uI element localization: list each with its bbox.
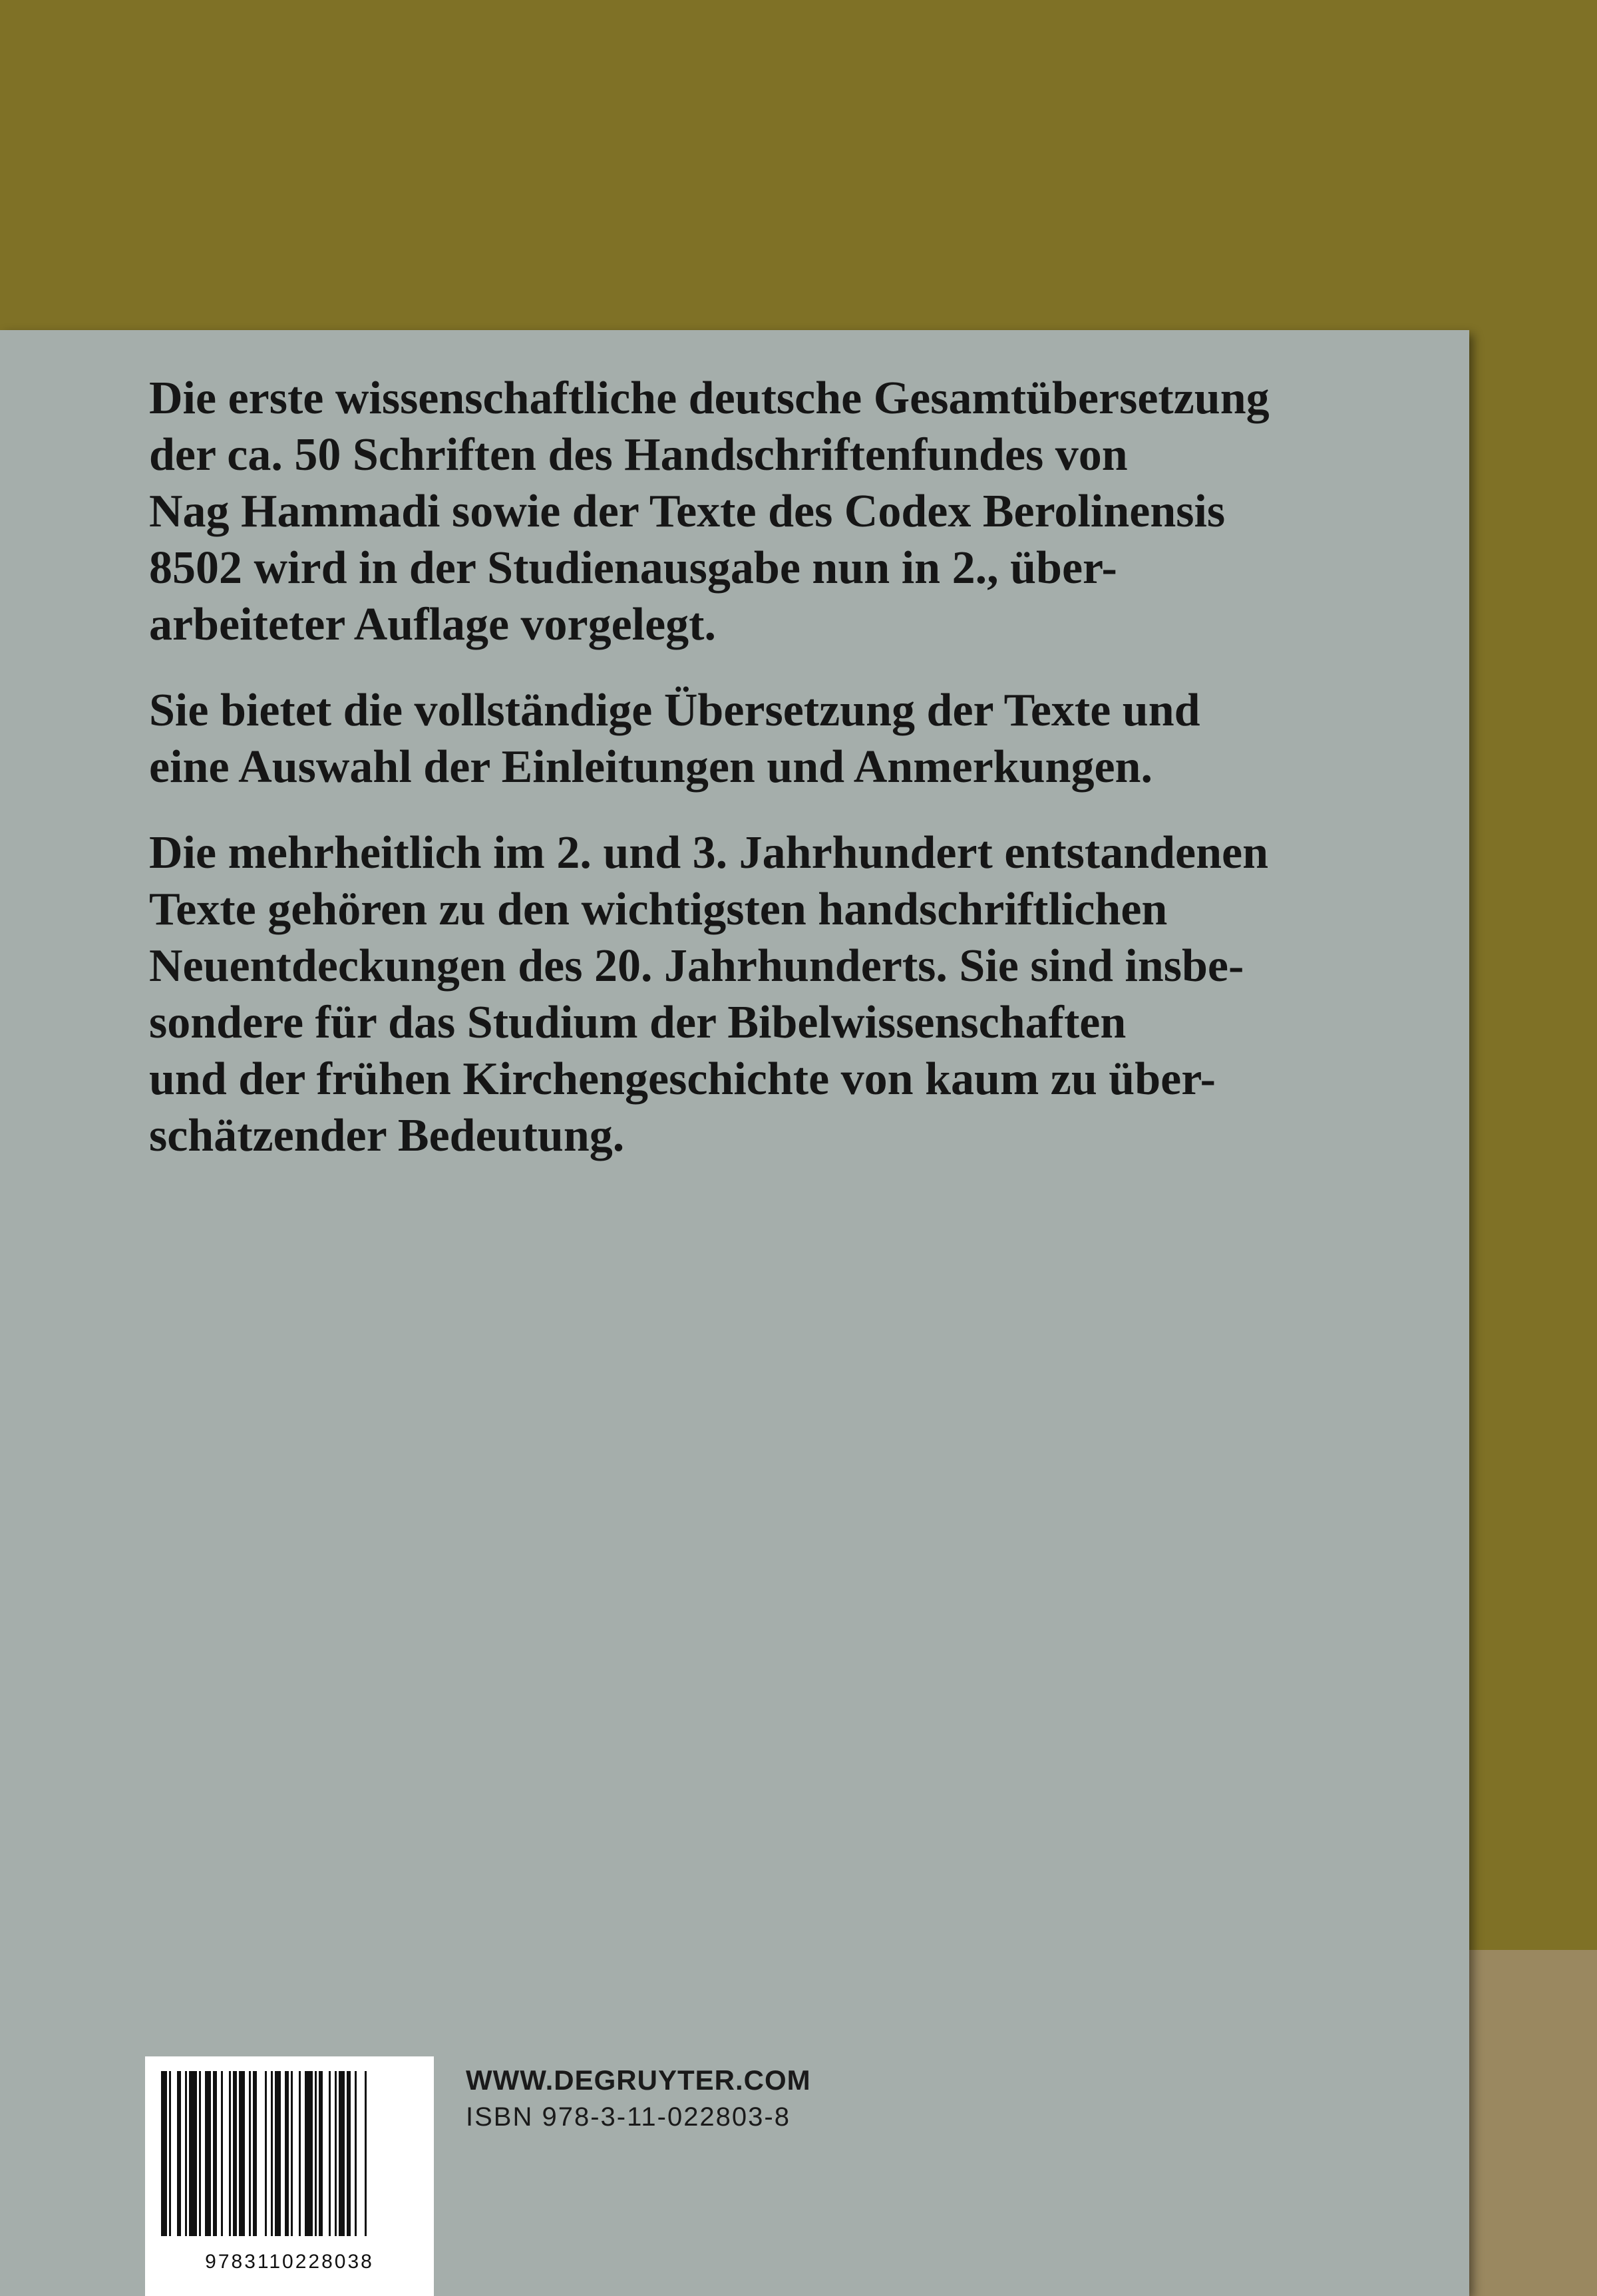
- barcode-bar: [233, 2071, 237, 2236]
- blurb-line: sondere für das Studium der Bibelwissenschaften: [149, 997, 1127, 1048]
- back-cover-blurb: [149, 370, 1413, 1193]
- barcode-bar: [271, 2071, 273, 2236]
- blurb-line: Nag Hammadi sowie der Texte des Codex Berolinensis: [149, 486, 1226, 537]
- barcode-digits: 9783110228038: [205, 2251, 374, 2273]
- barcode-bar: [213, 2071, 217, 2236]
- barcode-bars: [161, 2071, 367, 2236]
- barcode-bar: [347, 2071, 351, 2236]
- blurb-line: arbeiteter Auflage vorgelegt.: [149, 599, 716, 650]
- barcode-bar: [239, 2071, 245, 2236]
- barcode-bar: [335, 2071, 337, 2236]
- tan-corner-block: [1469, 1950, 1597, 2296]
- barcode-bar: [355, 2071, 357, 2236]
- blurb-line: Sie bietet die vollständige Übersetzung der Texte und: [149, 685, 1200, 736]
- barcode-bar: [161, 2071, 167, 2236]
- barcode-graphic: [145, 2056, 434, 2296]
- barcode-bar: [265, 2071, 267, 2236]
- isbn-barcode: [145, 2056, 434, 2296]
- barcode-bar: [253, 2071, 257, 2236]
- barcode-bar: [275, 2071, 281, 2236]
- blurb-line: Die mehrheitlich im 2. und 3. Jahrhundert entstandenen: [149, 827, 1269, 878]
- barcode-bar: [185, 2071, 187, 2236]
- blurb-line: Neuentdeckungen des 20. Jahrhunderts. Sie sind insbe-: [149, 940, 1244, 992]
- blurb-paragraph: [149, 370, 1413, 653]
- blurb-line: der ca. 50 Schriften des Handschriftenfundes von: [149, 429, 1128, 480]
- barcode-bar: [169, 2071, 171, 2236]
- barcode-bar: [249, 2071, 251, 2236]
- barcode-bar: [177, 2071, 181, 2236]
- blurb-paragraph: [149, 825, 1413, 1164]
- barcode-bar: [229, 2071, 231, 2236]
- blurb-line: schätzender Bedeutung.: [149, 1110, 625, 1161]
- barcode-bar: [319, 2071, 323, 2236]
- barcode-bar: [329, 2071, 331, 2236]
- barcode-bar: [365, 2071, 367, 2236]
- barcode-bar: [315, 2071, 317, 2236]
- barcode-bar: [205, 2071, 211, 2236]
- barcode-bar: [339, 2071, 345, 2236]
- barcode-bar: [291, 2071, 293, 2236]
- barcode-bar: [285, 2071, 289, 2236]
- barcode-bar: [299, 2071, 301, 2236]
- barcode-bar: [221, 2071, 223, 2236]
- blurb-line: 8502 wird in der Studienausgabe nun in 2., über-: [149, 542, 1117, 594]
- barcode-bar: [305, 2071, 313, 2236]
- publisher-info: [466, 2062, 811, 2135]
- blurb-line: und der frühen Kirchengeschichte von kaum zu über-: [149, 1053, 1216, 1105]
- barcode-bar: [199, 2071, 201, 2236]
- publisher-url: WWW.DEGRUYTER.COM: [466, 2064, 811, 2096]
- blurb-line: Texte gehören zu den wichtigsten handschriftlichen: [149, 884, 1168, 935]
- blurb-line: eine Auswahl der Einleitungen und Anmerkungen.: [149, 741, 1153, 793]
- blurb-line: Die erste wissenschaftliche deutsche Gesamtübersetzung: [149, 373, 1270, 424]
- blurb-paragraph: [149, 682, 1413, 795]
- isbn-number: ISBN 978-3-11-022803-8: [466, 2102, 791, 2132]
- barcode-bar: [189, 2071, 197, 2236]
